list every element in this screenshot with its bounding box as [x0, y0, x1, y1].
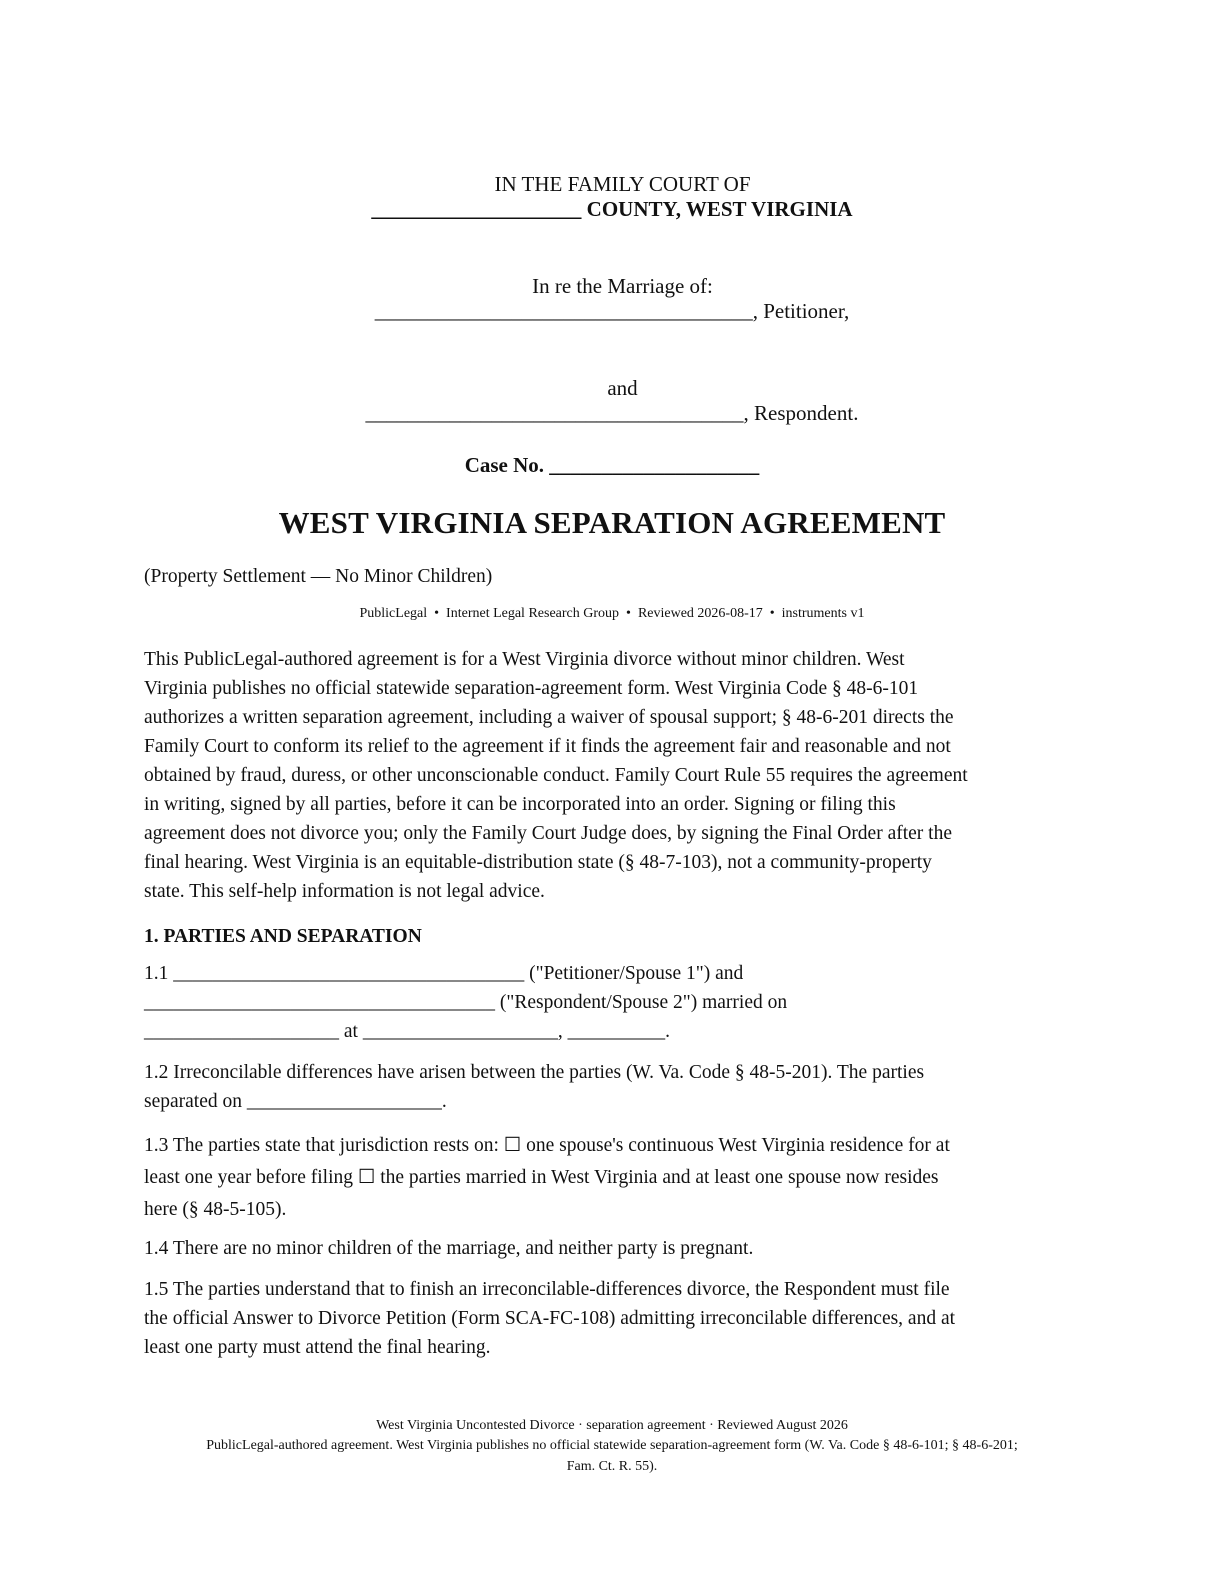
case-no-label: Case No.: [464, 453, 545, 477]
court-line: IN THE FAMILY COURT OF: [494, 172, 751, 196]
petitioner-label: , Petitioner,: [752, 299, 850, 323]
clause-line: the official Answer to Divorce Petition (Form SCA-FC-108) admitting irreconcilable differences, and at: [144, 1308, 956, 1329]
clause-1-2: [144, 1058, 1084, 1116]
document-title: WEST VIRGINIA SEPARATION AGREEMENT: [278, 505, 946, 540]
petitioner-line: [0, 298, 1224, 324]
meta-separator: •: [434, 606, 440, 621]
in-re-text: In re the Marriage of:: [532, 274, 713, 298]
intro-line: state. This self-help information is not legal advice.: [144, 881, 545, 902]
intro-line: final hearing. West Virginia is an equitable-distribution state (§ 48-7-103), not a community-property: [144, 852, 932, 873]
clause-line: 1.4 There are no minor children of the marriage, and neither party is pregnant.: [144, 1238, 754, 1259]
clause-1-5: [144, 1275, 1084, 1362]
meta-line: [0, 605, 1224, 623]
clause-line: ____________________ at ____________________, __________.: [144, 1021, 670, 1042]
case-number-line: [0, 452, 1224, 478]
clause-1-1: [144, 959, 1084, 1046]
intro-line: Family Court to conform its relief to the agreement if it finds the agreement fair and reasonable and not: [144, 736, 951, 757]
respondent-line: [0, 400, 1224, 426]
meta-separator: •: [626, 606, 631, 621]
intro-line: agreement does not divorce you; only the Family Court Judge does, by signing the Final Order after the: [144, 823, 952, 844]
meta-publisher: PublicLegal: [359, 606, 428, 621]
intro-line: authorizes a written separation agreement, including a waiver of spousal support; § 48-6-201 directs the: [144, 707, 954, 728]
clause-line: here (§ 48-5-105).: [144, 1199, 287, 1220]
footer-line-2: PublicLegal-authored agreement. West Virginia publishes no official statewide separation-agreement form (W. Va. Code § 48-6-101; § 48-6-201;: [206, 1438, 1018, 1453]
intro-line: Virginia publishes no official statewide separation-agreement form. West Virginia Code § 48-6-101: [144, 678, 919, 699]
respondent-blank[interactable]: ____________________________________: [365, 401, 744, 425]
meta-version: instruments v1: [781, 606, 865, 621]
clause-line: 1.5 The parties understand that to finish an irreconcilable-differences divorce, the Respondent must file: [144, 1279, 950, 1300]
clause-line: 1.1 ____________________________________ ("Petitioner/Spouse 1") and: [144, 963, 744, 984]
meta-reviewed: Reviewed 2026-08-17: [637, 606, 763, 621]
county-label: COUNTY, WEST VIRGINIA: [586, 197, 853, 221]
clause-line: least one year before filing ☐ the parties married in West Virginia and at least one spouse now resides: [144, 1167, 939, 1188]
footer-line-3: Fam. Ct. R. 55).: [566, 1459, 658, 1474]
petitioner-blank[interactable]: ____________________________________: [374, 299, 753, 323]
county-blank[interactable]: ____________________: [371, 197, 582, 221]
clause-1-4: [144, 1234, 1084, 1263]
clause-1-3: [144, 1130, 1084, 1226]
clause-line: ____________________________________ ("Respondent/Spouse 2") married on: [144, 992, 788, 1013]
clause-line: least one party must attend the final hearing.: [144, 1337, 491, 1358]
intro-line: This PublicLegal-authored agreement is for a West Virginia divorce without minor children. West: [144, 649, 905, 670]
intro-line: obtained by fraud, duress, or other unconscionable conduct. Family Court Rule 55 requires the agreement: [144, 765, 968, 786]
clause-line: 1.3 The parties state that jurisdiction rests on: ☐ one spouse's continuous West Virginia residence for at: [144, 1135, 950, 1156]
section-1-heading: 1. PARTIES AND SEPARATION: [144, 926, 422, 947]
footer-line-1: West Virginia Uncontested Divorce · separation agreement · Reviewed August 2026: [376, 1418, 848, 1433]
county-line: [0, 196, 1224, 222]
and-text: and: [607, 376, 638, 400]
meta-separator: •: [769, 606, 775, 621]
case-no-blank[interactable]: ____________________: [549, 453, 760, 477]
document-subtitle: (Property Settlement — No Minor Children): [144, 566, 493, 587]
intro-line: in writing, signed by all parties, before it can be incorporated into an order. Signing or filing this: [144, 794, 896, 815]
clause-line: 1.2 Irreconcilable differences have arisen between the parties (W. Va. Code § 48-5-201). The parties: [144, 1062, 925, 1083]
clause-line: separated on ____________________.: [144, 1091, 447, 1112]
intro-paragraph: [144, 645, 1084, 906]
respondent-label: , Respondent.: [743, 401, 859, 425]
meta-group: Internet Legal Research Group: [446, 606, 620, 621]
